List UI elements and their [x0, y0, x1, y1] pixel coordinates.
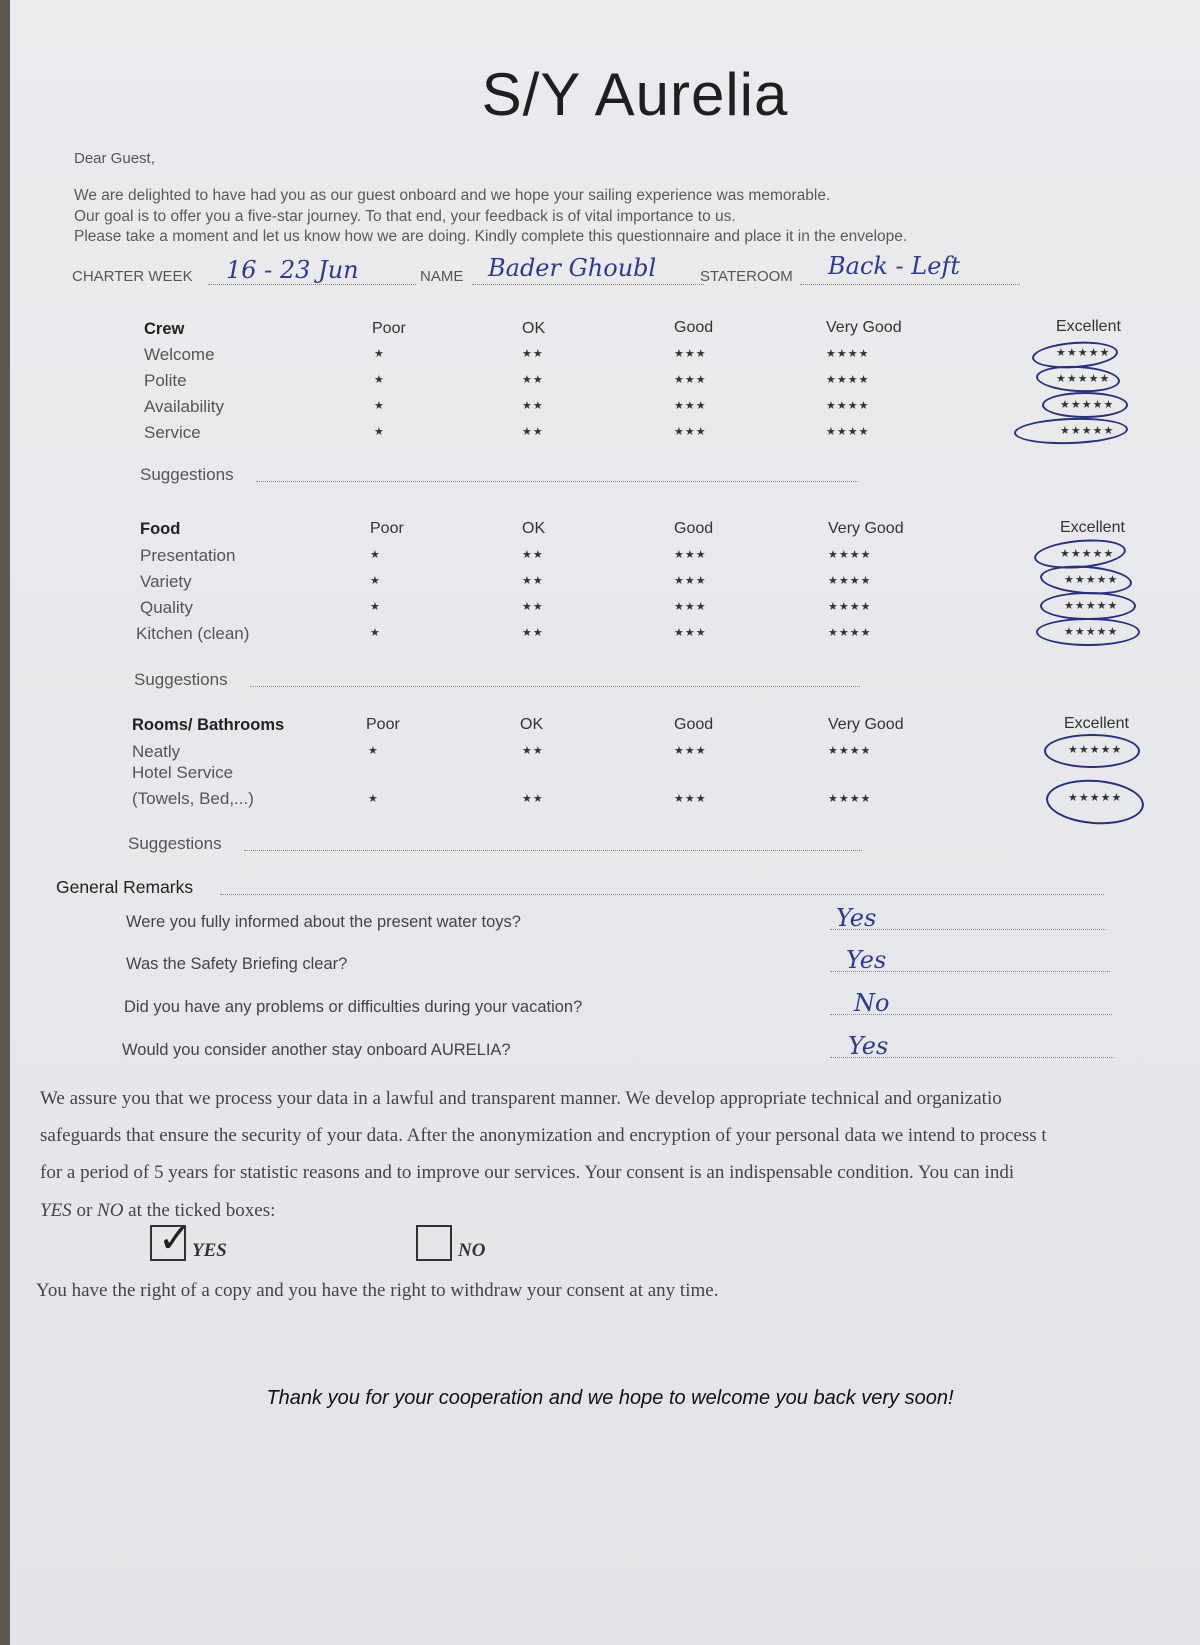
rating-good[interactable]: ★★★: [674, 793, 707, 805]
suggestions-label: Suggestions: [134, 670, 228, 689]
question-text: Would you consider another stay onboard AURELIA?: [122, 1041, 511, 1059]
selection-circle: [1040, 592, 1136, 620]
rating-poor[interactable]: ★: [368, 793, 379, 805]
rating-poor[interactable]: ★: [368, 745, 379, 757]
charter-week-field[interactable]: 16 - 23 Jun: [226, 256, 359, 284]
consent-text-line: safeguards that ensure the security of your data. After the anonymization and encryption of your personal data we intend to process t: [40, 1125, 1047, 1146]
column-good: Good: [674, 520, 714, 537]
column-poor: Poor: [372, 320, 406, 337]
consent-text-line: for a period of 5 years for statistic reasons and to improve our services. Your consent is an indispensable condition. You can indi: [40, 1162, 1015, 1183]
rating-ok[interactable]: ★★: [522, 793, 544, 805]
answer-field[interactable]: Yes: [846, 946, 887, 974]
rating-excellent[interactable]: ★★★★★: [1060, 548, 1115, 560]
suggestions-label: Suggestions: [140, 465, 234, 484]
selection-circle: [1045, 777, 1146, 828]
row-label: Polite: [144, 371, 187, 390]
answer-field[interactable]: Yes: [848, 1032, 889, 1060]
selection-circle: [1014, 416, 1129, 446]
section-title: Crew: [144, 320, 185, 338]
name-label: NAME: [420, 268, 464, 285]
consent-instruction: at the ticked boxes:: [123, 1200, 276, 1221]
rating-ok[interactable]: ★★: [522, 348, 544, 360]
rating-ok[interactable]: ★★: [522, 627, 544, 639]
rating-good[interactable]: ★★★: [674, 601, 707, 613]
answer-field[interactable]: No: [854, 989, 890, 1017]
stateroom-label: STATEROOM: [700, 268, 793, 285]
row-label: Presentation: [140, 546, 236, 565]
rating-very-good[interactable]: ★★★★: [828, 793, 872, 805]
no-checkbox-label: NO: [458, 1240, 486, 1261]
rating-poor[interactable]: ★: [374, 426, 385, 438]
questionnaire-page: [10, 0, 1200, 1645]
rating-ok[interactable]: ★★: [522, 374, 544, 386]
column-excellent: Excellent: [1060, 519, 1125, 536]
rating-excellent[interactable]: ★★★★★: [1060, 425, 1115, 437]
selection-circle: [1036, 618, 1140, 646]
column-poor: Poor: [370, 520, 404, 537]
selection-circle: [1042, 392, 1128, 418]
column-ok: OK: [522, 520, 546, 537]
general-remarks-label: General Remarks: [56, 877, 194, 897]
rating-good[interactable]: ★★★: [674, 549, 707, 561]
column-poor: Poor: [366, 716, 400, 733]
rating-good[interactable]: ★★★: [674, 745, 707, 757]
column-excellent: Excellent: [1064, 715, 1129, 732]
column-very-good: Very Good: [828, 716, 904, 733]
rating-excellent[interactable]: ★★★★★: [1064, 600, 1119, 612]
rating-ok[interactable]: ★★: [522, 601, 544, 613]
rating-poor[interactable]: ★: [370, 549, 381, 561]
rating-ok[interactable]: ★★: [522, 745, 544, 757]
page-title: S/Y Aurelia: [481, 61, 789, 128]
rating-very-good[interactable]: ★★★★: [826, 374, 870, 386]
rating-poor[interactable]: ★: [370, 575, 381, 587]
rating-very-good[interactable]: ★★★★: [828, 575, 872, 587]
section-title: Food: [140, 520, 181, 538]
rating-excellent[interactable]: ★★★★★: [1064, 626, 1119, 638]
rating-very-good[interactable]: ★★★★: [826, 400, 870, 412]
row-label: Neatly: [132, 742, 181, 761]
rating-poor[interactable]: ★: [374, 400, 385, 412]
rating-excellent[interactable]: ★★★★★: [1056, 347, 1111, 359]
column-good: Good: [674, 716, 714, 733]
rating-very-good[interactable]: ★★★★: [828, 549, 872, 561]
rating-very-good[interactable]: ★★★★: [826, 348, 870, 360]
rating-ok[interactable]: ★★: [522, 575, 544, 587]
rating-excellent[interactable]: ★★★★★: [1068, 792, 1123, 804]
rating-good[interactable]: ★★★: [674, 374, 707, 386]
row-label: Service: [144, 423, 201, 442]
rating-excellent[interactable]: ★★★★★: [1068, 744, 1123, 756]
rating-excellent[interactable]: ★★★★★: [1060, 399, 1115, 411]
rating-good[interactable]: ★★★: [674, 348, 707, 360]
row-label: Quality: [140, 598, 193, 617]
intro-line: Please take a moment and let us know how we are doing. Kindly complete this questionnaire and place it in the envelope.: [74, 228, 908, 245]
row-label-detail: (Towels, Bed,...): [132, 789, 254, 808]
rating-excellent[interactable]: ★★★★★: [1064, 574, 1119, 586]
rating-excellent[interactable]: ★★★★★: [1056, 373, 1111, 385]
rating-ok[interactable]: ★★: [522, 549, 544, 561]
rating-ok[interactable]: ★★: [522, 426, 544, 438]
suggestions-label: Suggestions: [128, 834, 222, 853]
general-remarks-field[interactable]: [220, 894, 1104, 895]
rating-poor[interactable]: ★: [374, 348, 385, 360]
question-text: Was the Safety Briefing clear?: [126, 955, 348, 973]
answer-field[interactable]: Yes: [836, 904, 877, 932]
no-word: NO: [97, 1200, 124, 1221]
question-text: Were you fully informed about the present water toys?: [126, 913, 521, 931]
suggestions-field[interactable]: [256, 481, 858, 482]
checkmark-icon: ✓: [158, 1217, 192, 1261]
intro-line: Our goal is to offer you a five-star journey. To that end, your feedback is of vital importance to us.: [74, 207, 736, 225]
stateroom-field[interactable]: Back - Left: [828, 252, 960, 280]
rating-good[interactable]: ★★★: [674, 575, 707, 587]
row-label: Hotel Service: [132, 763, 234, 782]
rating-ok[interactable]: ★★: [522, 400, 544, 412]
question-text: Did you have any problems or difficulties during your vacation?: [124, 998, 583, 1016]
yes-checkbox-label: YES: [192, 1240, 227, 1261]
selection-circle: [1035, 364, 1120, 394]
column-ok: OK: [520, 716, 544, 733]
column-good: Good: [674, 319, 714, 336]
rating-poor[interactable]: ★: [370, 601, 381, 613]
row-label: Variety: [140, 572, 192, 591]
charter-week-label: CHARTER WEEK: [72, 268, 193, 285]
rating-very-good[interactable]: ★★★★: [828, 745, 872, 757]
column-ok: OK: [522, 320, 546, 337]
rating-very-good[interactable]: ★★★★: [828, 627, 872, 639]
rating-poor[interactable]: ★: [374, 374, 385, 386]
intro-text: [74, 186, 1124, 248]
row-label: Kitchen (clean): [136, 624, 250, 643]
rights-text: You have the right of a copy and you have the right to withdraw your consent at any time.: [36, 1280, 719, 1301]
column-very-good: Very Good: [826, 319, 902, 336]
suggestions-field[interactable]: [250, 686, 860, 687]
name-field[interactable]: Bader Ghoubl: [488, 254, 657, 282]
rating-very-good[interactable]: ★★★★: [826, 426, 870, 438]
or-word: or: [71, 1200, 98, 1221]
rating-good[interactable]: ★★★: [674, 400, 707, 412]
row-label: Welcome: [144, 345, 215, 364]
thank-you-message: Thank you for your cooperation and we hope to welcome you back very soon!: [266, 1387, 954, 1409]
greeting: Dear Guest,: [74, 150, 155, 167]
section-title: Rooms/ Bathrooms: [132, 716, 285, 734]
row-label: Availability: [144, 397, 225, 416]
intro-line: We are delighted to have had you as our guest onboard and we hope your sailing experience was memorable.: [74, 187, 831, 204]
rating-good[interactable]: ★★★: [674, 426, 707, 438]
no-checkbox[interactable]: [416, 1225, 452, 1261]
yes-word: YES: [40, 1200, 72, 1221]
rating-very-good[interactable]: ★★★★: [828, 601, 872, 613]
suggestions-field[interactable]: [244, 850, 862, 851]
selection-circle: [1044, 734, 1140, 768]
rating-good[interactable]: ★★★: [674, 627, 707, 639]
column-excellent: Excellent: [1056, 318, 1121, 335]
column-very-good: Very Good: [828, 520, 904, 537]
consent-text-line: We assure you that we process your data in a lawful and transparent manner. We develop appropriate technical and organizatio: [40, 1088, 1002, 1109]
rating-poor[interactable]: ★: [370, 627, 381, 639]
